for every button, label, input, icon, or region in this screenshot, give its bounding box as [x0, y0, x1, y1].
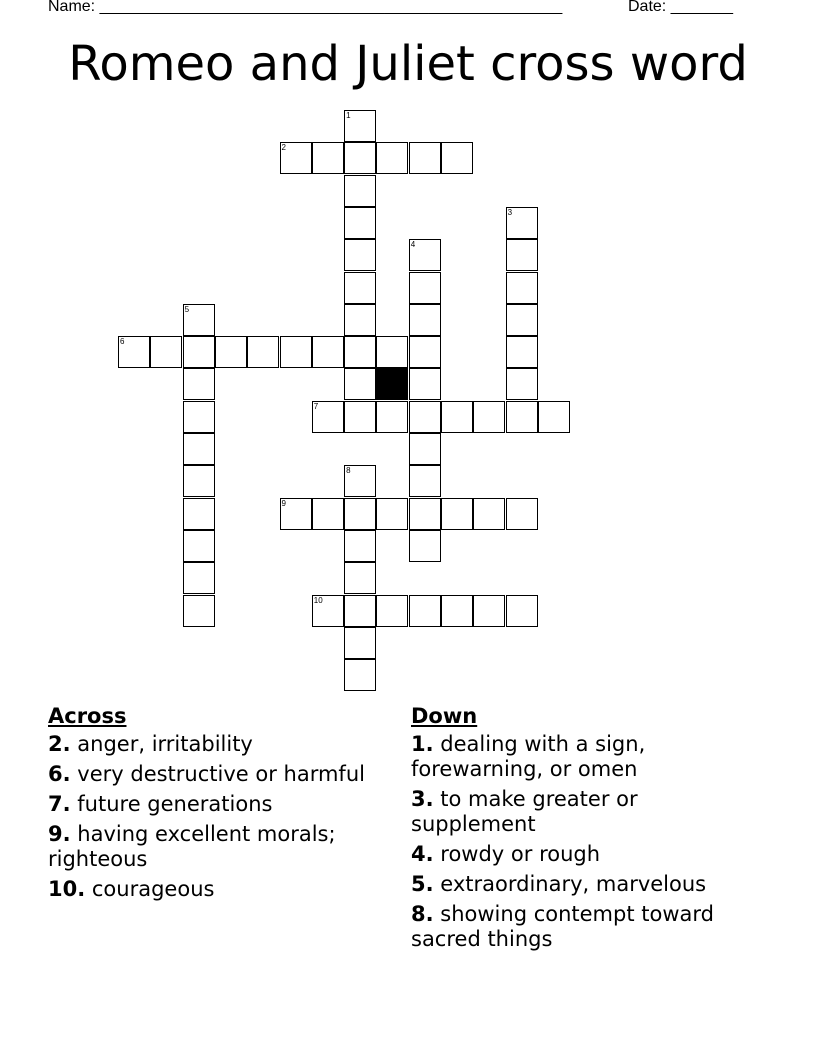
grid-cell[interactable]: [344, 368, 376, 400]
grid-cell[interactable]: [280, 498, 312, 530]
grid-cell[interactable]: [441, 498, 473, 530]
clue-number: 10.: [48, 877, 86, 901]
clue-text: dealing with a sign, forewarning, or omen: [411, 732, 646, 781]
clue-number: 6.: [48, 762, 71, 786]
down-heading: Down: [411, 704, 478, 728]
grid-cell[interactable]: [280, 336, 312, 368]
clue-text: to make greater or supplement: [411, 787, 638, 836]
across-clue-list: [48, 732, 383, 902]
grid-cell[interactable]: [183, 401, 215, 433]
grid-cell[interactable]: [183, 336, 215, 368]
clue-text: extraordinary, marvelous: [440, 872, 707, 896]
clue-text: future generations: [77, 792, 273, 816]
grid-cell[interactable]: [376, 498, 408, 530]
black-cell: [376, 368, 408, 400]
header: [48, 0, 748, 16]
grid-cell[interactable]: [409, 595, 441, 627]
cell-number: 7: [313, 401, 319, 411]
down-clue: [411, 732, 761, 782]
grid-cell[interactable]: [441, 595, 473, 627]
down-clue: [411, 787, 761, 837]
cell-number: 9: [281, 498, 286, 508]
grid-cell[interactable]: [344, 465, 376, 497]
grid-cell[interactable]: [409, 498, 441, 530]
grid-cell[interactable]: [344, 401, 376, 433]
grid-cell[interactable]: [506, 595, 538, 627]
grid-cell[interactable]: [312, 401, 344, 433]
grid-cell[interactable]: [344, 304, 376, 336]
grid-cell[interactable]: [409, 304, 441, 336]
grid-cell[interactable]: [506, 401, 538, 433]
grid-cell[interactable]: [506, 207, 538, 239]
grid-cell[interactable]: [506, 272, 538, 304]
grid-cell[interactable]: [215, 336, 247, 368]
across-clues: [48, 702, 383, 907]
clue-text: very destructive or harmful: [77, 762, 365, 786]
grid-cell[interactable]: [376, 401, 408, 433]
grid-cell[interactable]: [344, 175, 376, 207]
grid-cell[interactable]: [409, 433, 441, 465]
grid-cell[interactable]: [344, 530, 376, 562]
grid-cell[interactable]: [344, 627, 376, 659]
cell-number: 8: [346, 466, 351, 476]
grid-cell[interactable]: [312, 498, 344, 530]
grid-cell[interactable]: [344, 336, 376, 368]
grid-cell[interactable]: [409, 272, 441, 304]
grid-cell[interactable]: [473, 595, 505, 627]
grid-cell[interactable]: [183, 562, 215, 594]
grid-cell[interactable]: [183, 433, 215, 465]
grid-cell[interactable]: [312, 336, 344, 368]
clue-number: 7.: [48, 792, 71, 816]
grid-cell[interactable]: [409, 336, 441, 368]
cell-number: 5: [184, 304, 190, 314]
clue-number: 1.: [411, 732, 434, 756]
grid-cell[interactable]: [506, 368, 538, 400]
clue-text: courageous: [91, 877, 215, 901]
clue-number: 5.: [411, 872, 434, 896]
grid-cell[interactable]: [312, 142, 344, 174]
grid-cell[interactable]: [409, 368, 441, 400]
clue-text: having excellent morals; righteous: [48, 822, 336, 871]
page-title: Romeo and Juliet cross word: [68, 36, 748, 92]
grid-cell[interactable]: [312, 595, 344, 627]
clue-number: 8.: [411, 902, 434, 926]
grid-cell[interactable]: [506, 336, 538, 368]
clue-text: anger, irritability: [77, 732, 253, 756]
cell-number: 4: [410, 240, 416, 250]
grid-cell[interactable]: [506, 498, 538, 530]
clue-text: rowdy or rough: [440, 842, 601, 866]
grid-cell[interactable]: [409, 465, 441, 497]
grid-cell[interactable]: [344, 659, 376, 691]
grid-cell[interactable]: [344, 142, 376, 174]
grid-cell[interactable]: [409, 142, 441, 174]
grid-cell[interactable]: [409, 530, 441, 562]
grid-cell[interactable]: [183, 304, 215, 336]
grid-cell[interactable]: [441, 142, 473, 174]
grid-cell[interactable]: [344, 595, 376, 627]
date-field[interactable]: Date: _______: [628, 0, 733, 15]
grid-cell[interactable]: [118, 336, 150, 368]
grid-cell[interactable]: [183, 530, 215, 562]
clue-number: 9.: [48, 822, 71, 846]
across-clue: [48, 877, 383, 902]
grid-cell[interactable]: [183, 368, 215, 400]
down-clue-list: [411, 732, 761, 952]
grid-cell[interactable]: [538, 401, 570, 433]
grid-cell[interactable]: [344, 207, 376, 239]
cell-number: 3: [507, 207, 513, 217]
grid-cell[interactable]: [506, 304, 538, 336]
across-heading: Across: [48, 704, 127, 728]
grid-cell[interactable]: [409, 401, 441, 433]
across-clue: [48, 762, 383, 787]
clue-number: 3.: [411, 787, 434, 811]
clue-number: 2.: [48, 732, 71, 756]
grid-cell[interactable]: [183, 498, 215, 530]
grid-cell[interactable]: [376, 336, 408, 368]
grid-cell[interactable]: [376, 595, 408, 627]
grid-cell[interactable]: [183, 595, 215, 627]
grid-cell[interactable]: [150, 336, 182, 368]
cell-number: 2: [281, 143, 286, 153]
down-clue: [411, 872, 761, 897]
grid-cell[interactable]: [473, 498, 505, 530]
clue-text: showing contempt toward sacred things: [411, 902, 714, 951]
grid-cell[interactable]: [441, 401, 473, 433]
grid-cell[interactable]: [376, 142, 408, 174]
grid-cell[interactable]: [344, 239, 376, 271]
grid-cell[interactable]: [344, 498, 376, 530]
grid-cell[interactable]: [183, 465, 215, 497]
grid-cell[interactable]: [280, 142, 312, 174]
grid-cell[interactable]: [344, 110, 376, 142]
across-clue: [48, 822, 383, 872]
grid-cell[interactable]: [344, 562, 376, 594]
grid-cell[interactable]: [473, 401, 505, 433]
cell-number: 6: [120, 337, 125, 347]
cell-number: 10: [313, 595, 323, 605]
grid-cell[interactable]: [247, 336, 279, 368]
down-clue: [411, 902, 761, 952]
cell-number: 1: [346, 111, 351, 120]
across-clue: [48, 792, 383, 817]
grid-cell[interactable]: [409, 239, 441, 271]
grid-cell[interactable]: [506, 239, 538, 271]
down-clue: [411, 842, 761, 867]
across-clue: [48, 732, 383, 757]
clue-number: 4.: [411, 842, 434, 866]
down-clues: [411, 702, 761, 957]
grid-cell[interactable]: [344, 272, 376, 304]
name-field[interactable]: Name: ____________________________________________________: [48, 0, 563, 15]
